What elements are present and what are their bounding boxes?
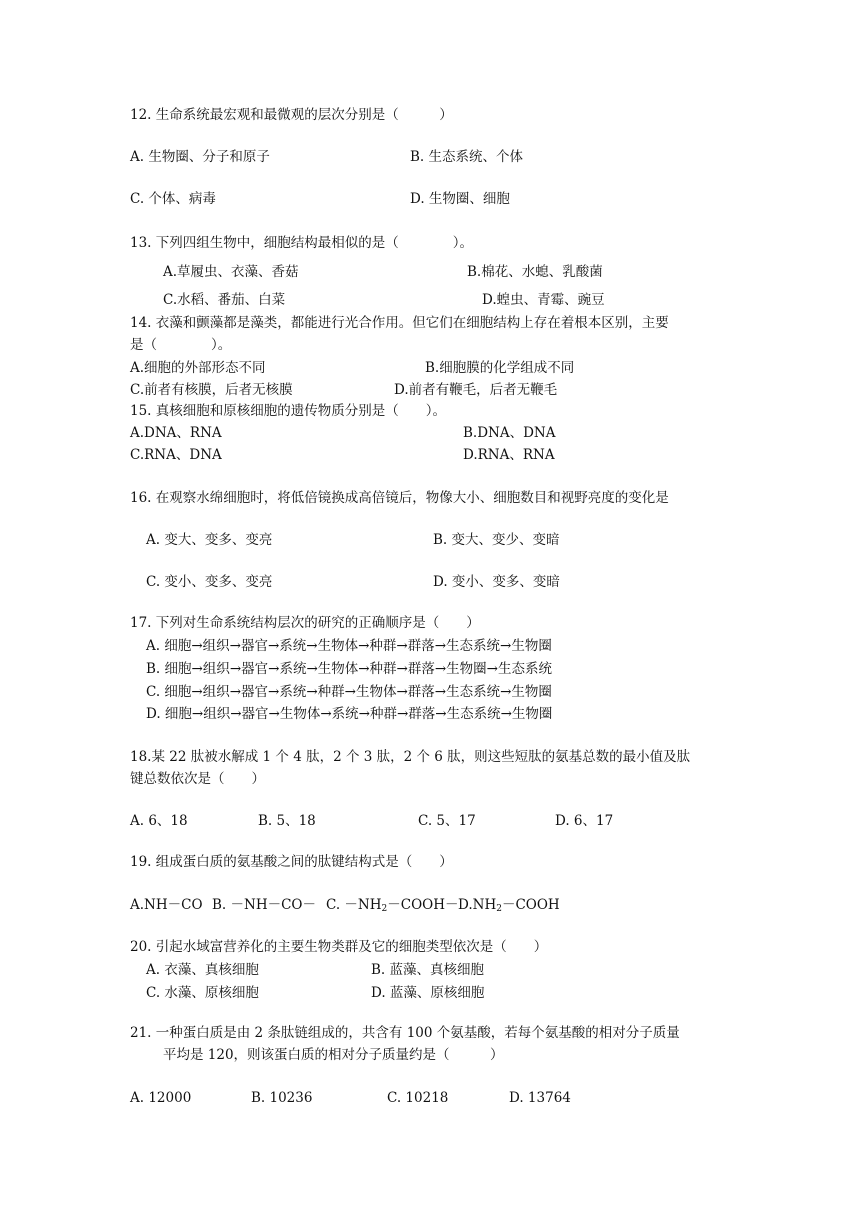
q15-option-b: B.DNA、DNA bbox=[463, 425, 556, 441]
q16-option-c: C. 变小、变多、变亮 bbox=[146, 574, 273, 590]
q20-option-d: D. 蓝藻、原核细胞 bbox=[371, 985, 485, 1001]
q14-stem-line2: 是（ ）。 bbox=[130, 337, 232, 353]
q14-stem-line1: 14. 衣藻和颤藻都是藻类，都能进行光合作用。但它们在细胞结构上存在着根本区别，主要 bbox=[130, 315, 669, 331]
q18-stem-line2: 键总数依次是（ ） bbox=[130, 771, 265, 787]
q13-option-b: B.棉花、水螅、乳酸菌 bbox=[467, 264, 603, 280]
q19-stem: 19. 组成蛋白质的氨基酸之间的肽键结构式是（ ） bbox=[130, 854, 453, 870]
q21-stem-line1: 21. 一种蛋白质是由 2 条肽链组成的，共含有 100 个氨基酸，若每个氨基酸的相对分子质量 bbox=[130, 1025, 680, 1041]
q18-option-d: D. 6、17 bbox=[555, 813, 614, 829]
q19-option-c: C. $-NH_2-COOH-$ bbox=[326, 897, 459, 914]
q17-stem: 17. 下列对生命系统结构层次的研究的正确顺序是（ ） bbox=[130, 615, 480, 631]
q12-option-d: D. 生物圈、细胞 bbox=[410, 191, 510, 207]
q14-option-a: A.细胞的外部形态不同 bbox=[130, 360, 266, 376]
q16-stem: 16. 在观察水绵细胞时，将低倍镜换成高倍镜后，物像大小、细胞数目和视野亮度的变化是 bbox=[130, 490, 669, 506]
q13-stem: 13. 下列四组生物中，细胞结构最相似的是（ ）。 bbox=[130, 235, 474, 251]
q17-option-a: A. 细胞→组织→器官→系统→生物体→种群→群落→生态系统→生物圈 bbox=[146, 638, 552, 654]
q12-stem: 12. 生命系统最宏观和最微观的层次分别是（ ） bbox=[130, 107, 453, 123]
q15-stem: 15. 真核细胞和原核细胞的遗传物质分别是（ ）。 bbox=[130, 403, 447, 419]
q16-option-d: D. 变小、变多、变暗 bbox=[433, 574, 560, 590]
q21-option-d: D. 13764 bbox=[509, 1090, 571, 1106]
q18-option-a: A. 6、18 bbox=[130, 813, 188, 829]
q16-option-a: A. 变大、变多、变亮 bbox=[146, 532, 273, 548]
q12-option-c: C. 个体、病毒 bbox=[130, 191, 216, 207]
q15-option-a: A.DNA、RNA bbox=[130, 425, 222, 441]
q21-option-c: C. 10218 bbox=[387, 1090, 449, 1106]
q12-option-b: B. 生态系统、个体 bbox=[410, 149, 524, 165]
q17-option-c: C. 细胞→组织→器官→系统→种群→生物体→群落→生态系统→生物圈 bbox=[146, 684, 552, 700]
q12-option-a: A. 生物圈、分子和原子 bbox=[130, 149, 270, 165]
q17-option-d: D. 细胞→组织→器官→生物体→系统→种群→群落→生态系统→生物圈 bbox=[146, 706, 553, 722]
q18-option-c: C. 5、17 bbox=[418, 813, 476, 829]
q14-option-b: B.细胞膜的化学组成不同 bbox=[425, 360, 575, 376]
q13-option-a: A.草履虫、衣藻、香菇 bbox=[163, 264, 299, 280]
q14-option-d: D.前者有鞭毛，后者无鞭毛 bbox=[394, 382, 558, 398]
q17-option-b: B. 细胞→组织→器官→系统→生物体→种群→群落→生物圈→生态系统 bbox=[146, 661, 552, 677]
q20-option-b: B. 蓝藻、真核细胞 bbox=[371, 962, 485, 978]
q20-option-c: C. 水藻、原核细胞 bbox=[146, 985, 259, 1001]
q20-stem: 20. 引起水域富营养化的主要生物类群及它的细胞类型依次是（ ） bbox=[130, 939, 548, 955]
q19-option-a: A.NH－CO bbox=[130, 897, 203, 913]
q16-option-b: B. 变大、变少、变暗 bbox=[433, 532, 560, 548]
q18-stem-line1: 18.某 22 肽被水解成 1 个 4 肽，2 个 3 肽，2 个 6 肽，则这些短肽的氨基总数的最小值及肽 bbox=[130, 749, 691, 765]
q19-option-b: B. －NH－CO－ bbox=[212, 897, 316, 913]
q15-option-d: D.RNA、RNA bbox=[463, 447, 555, 463]
q18-option-b: B. 5、18 bbox=[258, 813, 316, 829]
q13-option-d: D.蝗虫、青霉、豌豆 bbox=[482, 292, 605, 308]
q21-option-a: A. 12000 bbox=[130, 1090, 192, 1106]
q21-option-b: B. 10236 bbox=[251, 1090, 313, 1106]
q19-option-d: $D.NH_2-COOH$ bbox=[458, 897, 560, 914]
q13-option-c: C.水稻、番茄、白菜 bbox=[163, 292, 286, 308]
q21-stem-line2: 平均是 120，则该蛋白质的相对分子质量约是（ ） bbox=[163, 1047, 504, 1063]
q15-option-c: C.RNA、DNA bbox=[130, 447, 222, 463]
q20-option-a: A. 衣藻、真核细胞 bbox=[146, 962, 259, 978]
q14-option-c: C.前者有核膜，后者无核膜 bbox=[130, 382, 293, 398]
